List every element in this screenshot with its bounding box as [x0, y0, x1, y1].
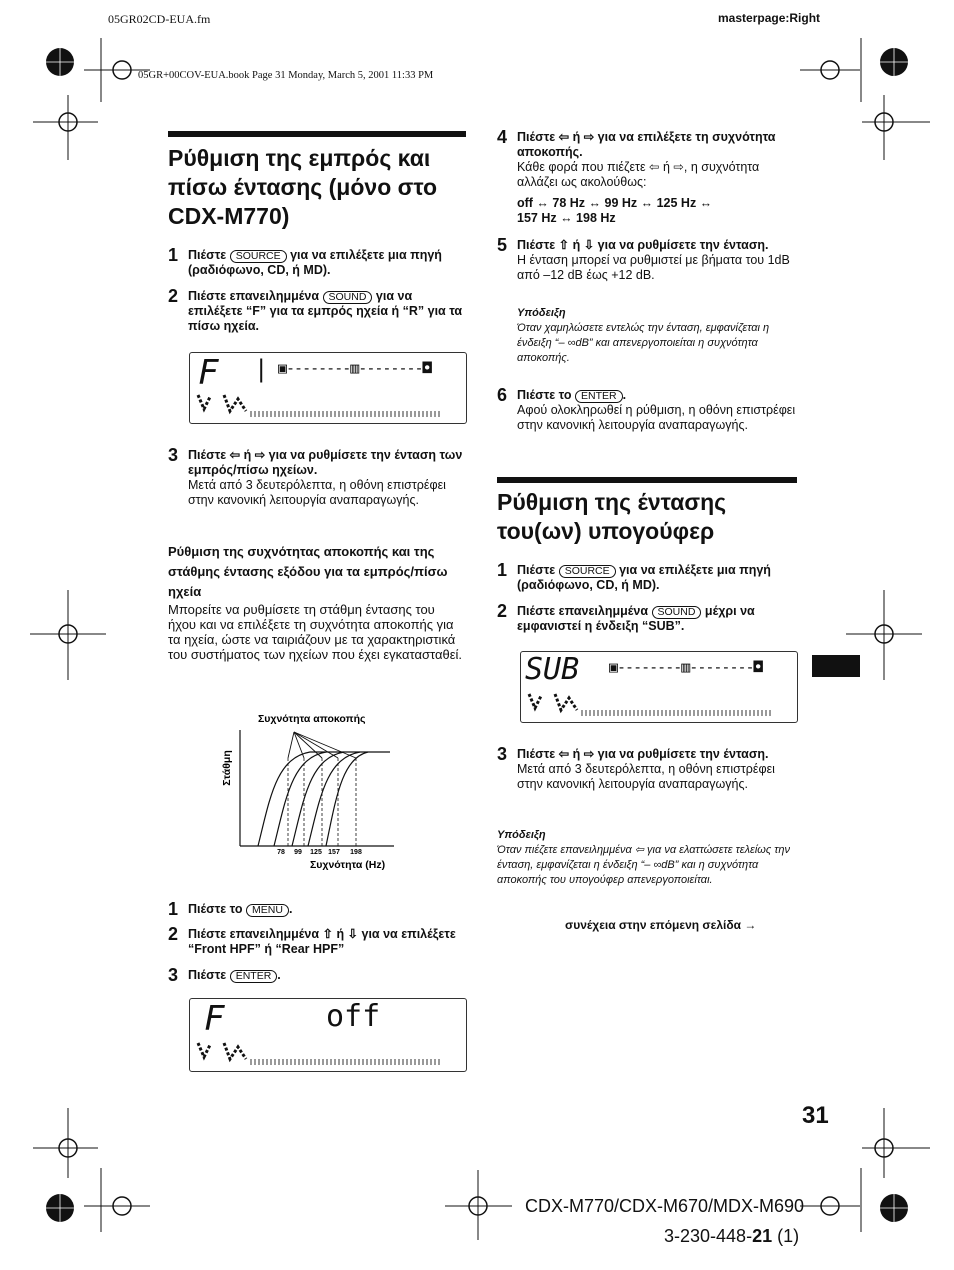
- lcd-letter: F: [204, 999, 225, 1039]
- lcd-level-bar: ▣--------▥--------◘: [278, 359, 431, 377]
- tick-label: 198: [350, 849, 362, 856]
- lcd-spectrum: [250, 411, 440, 417]
- tick-label: 99: [294, 849, 302, 856]
- step-number: 1: [168, 899, 179, 919]
- step-number: 2: [497, 601, 508, 621]
- lcd-spectrum: [250, 1059, 440, 1065]
- lcd-bracket: |: [254, 355, 269, 383]
- chart-xlabel: Συχνότητα (Hz): [310, 859, 386, 871]
- menu-key: MENU: [246, 904, 289, 917]
- sound-key: SOUND: [652, 606, 702, 619]
- lcd-speaker-icon: [194, 389, 254, 419]
- step-text: Πιέστε ⇦ ή ⇨ για να ρυθμίσετε την ένταση των εμπρός/πίσω ηχείων. Μετά από 3 δευτερόλεπτα, η οθόνη επιστρέφει στην κανονική λειτουργία αναπαραγωγής.: [188, 448, 463, 507]
- model-numbers: CDX-M770/CDX-M670/MDX-M690: [525, 1196, 805, 1216]
- section-title-subwoofer: Ρύθμιση της έντασης του(ων) υπογούφερ: [497, 489, 727, 544]
- step-number: 2: [168, 286, 179, 306]
- section-rule: [497, 477, 797, 483]
- enter-key: ENTER: [575, 390, 623, 403]
- lcd-display-hpf: [189, 998, 467, 1072]
- step-number: 3: [168, 965, 179, 985]
- step-number: 3: [168, 445, 179, 465]
- step-text: Πιέστε ⇦ ή ⇨ για να επιλέξετε τη συχνότητα αποκοπής. Κάθε φορά που πιέζετε ⇦ ή ⇨, η συχνότητα αλλάζει ως ακολούθως: off ↔ 78 Hz ↔ 99 Hz ↔ 125 Hz ↔ 157 Hz ↔ 198 Hz: [517, 130, 776, 225]
- step-text: Πιέστε το ENTER . Αφού ολοκληρωθεί η ρύθμιση, η οθόνη επιστρέφει στην κανονική λειτουργία αναπαραγωγής.: [517, 388, 796, 432]
- step-text: Πιέστε επανειλημμένα SOUND μέχρι να εμφανιστεί η ένδειξη “SUB”.: [517, 604, 755, 633]
- step-text: Πιέστε SOURCE για να επιλέξετε μια πηγή (ραδιόφωνο, CD, ή MD).: [188, 248, 442, 277]
- section-title-front-rear: Ρύθμιση της εμπρός και πίσω έντασης (μόνο στο CDX-M770): [168, 145, 438, 229]
- header-masterpage: masterpage:Right: [718, 11, 821, 25]
- enter-key: ENTER: [230, 970, 278, 983]
- tip-block: Υπόδειξη Όταν πιέζετε επανειλημμένα ⇦ για να ελαττώσετε τελείως την ένταση, εμφανίζεται η ένδειξη “– ∞dB” και η συχνότητα αποκοπής του υπογούφερ απενεργοποιείται.: [497, 829, 790, 886]
- tick-label: 125: [310, 849, 322, 856]
- tick-label: 157: [328, 849, 340, 856]
- step-text: Πιέστε ⇧ ή ⇩ για να ρυθμίσετε την ένταση. Η ένταση μπορεί να ρυθμιστεί με βήματα του 1dB από –12 dB έως +12 dB.: [517, 238, 790, 282]
- part-code: 3-230-448-21 (1): [664, 1226, 800, 1246]
- paragraph-cutoff: Μπορείτε να ρυθμίσετε τη στάθμη έντασης του ήχου και να επιλέξετε τη συχνότητα αποκοπής για τα ηχεία, ώστε να ταιριάζουν με τα χαρακτηριστικά του συστήματος των ηχείων που έχει εγκατασταθεί.: [168, 602, 462, 662]
- tick-label: 78: [277, 849, 285, 856]
- step-text: Πιέστε ENTER .: [188, 968, 281, 982]
- step-text: Πιέστε SOURCE για να επιλέξετε μια πηγή (ραδιόφωνο, CD, ή MD).: [517, 563, 771, 592]
- lcd-display-front: [189, 352, 467, 424]
- step-text: Πιέστε επανειλημμένα SOUND για να επιλέξετε “F” για τα εμπρός ηχεία ή “R” για τα πίσω ηχεία.: [188, 289, 463, 333]
- chart-ylabel: Στάθμη: [221, 750, 233, 786]
- source-key: SOURCE: [559, 565, 616, 578]
- step-number: 3: [497, 744, 508, 764]
- step-number: 2: [168, 924, 179, 944]
- section-rule: [168, 131, 466, 137]
- step-number: 4: [497, 127, 508, 147]
- step-text: Πιέστε το MENU .: [188, 902, 293, 916]
- step-number: 1: [168, 245, 179, 265]
- lcd-speaker-icon: [194, 1037, 254, 1067]
- lcd-spectrum: [581, 710, 771, 716]
- book-info-line: 05GR+00COV-EUA.book Page 31 Monday, March 5, 2001 11:33 PM: [138, 70, 434, 81]
- page-number: 31: [802, 1102, 829, 1129]
- header-file-name: 05GR02CD-EUA.fm: [108, 12, 211, 26]
- step-number: 5: [497, 235, 508, 255]
- lcd-letter: SUB: [525, 652, 580, 687]
- step-number: 6: [497, 385, 508, 405]
- step-text: Πιέστε επανειλημμένα ⇧ ή ⇩ για να επιλέξετε “Front HPF” ή “Rear HPF”: [188, 927, 456, 956]
- lcd-level-bar: ▣--------▥--------◘: [609, 658, 762, 676]
- sound-key: SOUND: [323, 291, 373, 304]
- subheading-cutoff: Ρύθμιση της συχνότητας αποκοπής και της στάθμης έντασης εξόδου για τα εμπρός/πίσω ηχεία: [168, 544, 448, 599]
- step-text: Πιέστε ⇦ ή ⇨ για να ρυθμίσετε την ένταση. Μετά από 3 δευτερόλεπτα, η οθόνη επιστρέφει στην κανονική λειτουργία αναπαραγωγής.: [517, 747, 775, 791]
- cutoff-frequency-chart: [218, 708, 418, 876]
- section-tab-marker: [812, 655, 860, 677]
- tip-block: Υπόδειξη Όταν χαμηλώσετε εντελώς την ένταση, εμφανίζεται η ένδειξη “– ∞dB” και απενεργοποιείται η συχνότητα αποκοπής.: [517, 307, 770, 364]
- lcd-value: off: [326, 999, 381, 1034]
- lcd-letter: F: [198, 353, 219, 393]
- chart-title: Συχνότητα αποκοπής: [258, 713, 366, 725]
- source-key: SOURCE: [230, 250, 287, 263]
- step-number: 1: [497, 560, 508, 580]
- continue-note: συνέχεια στην επόμενη σελίδα →: [565, 918, 757, 932]
- lcd-speaker-icon: [525, 688, 585, 718]
- lcd-display-sub: [520, 651, 798, 723]
